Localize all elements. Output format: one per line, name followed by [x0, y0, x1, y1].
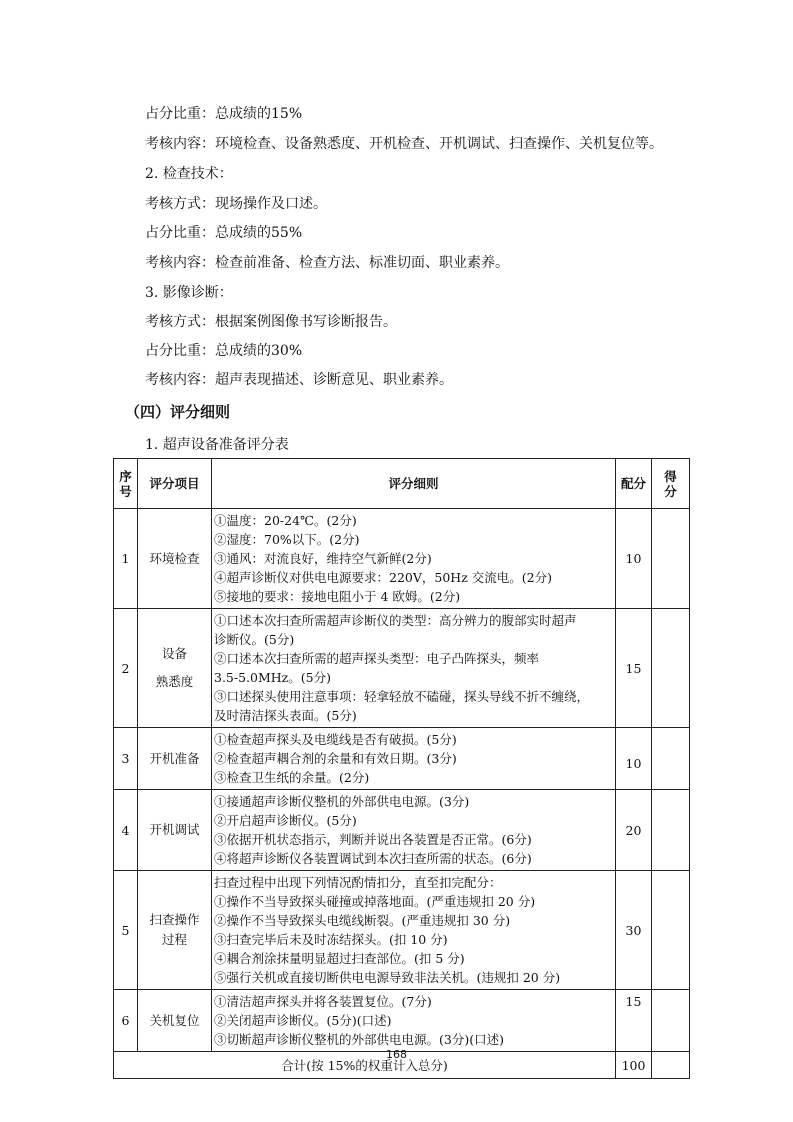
rule-line: ①口述本次扫查所需超声诊断仪的类型：高分辨力的腹部实时超声 [214, 613, 577, 628]
row-points: 15 [616, 609, 652, 728]
rule-line: ①操作不当导致探头碰撞或掉落地面。(严重违规扣 20 分) [214, 894, 536, 909]
rule-line: ②开启超声诊断仪。(5分) [214, 813, 357, 828]
row-rules [212, 609, 616, 728]
rule-line: ①清洁超声探头并将各装置复位。(7分) [214, 994, 432, 1009]
row-item [138, 790, 212, 871]
text-line: 考核内容：检查前准备、检查方法、标准切面、职业素养。 [145, 255, 509, 271]
table-caption: 1. 超声设备准备评分表 [145, 437, 289, 453]
rule-line: ⑤接地的要求：接地电阻小于 4 欧姆。(2分) [214, 589, 461, 604]
rule-line: ③扫查完毕后未及时冻结探头。(扣 10 分) [214, 932, 448, 947]
rule-line: ③口述探头使用注意事项：轻拿轻放不磕碰，探头导线不折不缠绕， [214, 689, 590, 704]
rule-line: 扫查过程中出现下列情况酌情扣分，直至扣完配分： [214, 875, 502, 890]
row-no: 4 [114, 790, 138, 871]
row-no: 5 [114, 871, 138, 990]
rule-line: ①温度：20-24℃。(2分) [214, 513, 357, 528]
rule-line: ③依据开机状态指示，判断并说出各装置是否正常。(6分) [214, 832, 532, 847]
rule-line: 诊断仪。(5分) [214, 632, 295, 647]
rule-line: ④耦合剂涂抹量明显超过扫查部位。(扣 5 分) [214, 951, 465, 966]
total-label: 合计(按 15%的权重计入总分) [114, 1052, 616, 1079]
rule-line: 及时清洁探头表面。(5分) [214, 708, 357, 723]
row-item [138, 990, 212, 1052]
header-item: 评分项目 [138, 459, 212, 509]
table-row [114, 609, 690, 728]
total-points: 100 [616, 1052, 652, 1079]
row-points: 20 [616, 790, 652, 871]
rule-line: ②关闭超声诊断仪。(5分)(口述) [214, 1013, 392, 1028]
table-row [114, 728, 690, 790]
rule-line: ⑤强行关机或直接切断供电电源导致非法关机。(违规扣 20 分) [214, 970, 561, 985]
row-rules [212, 871, 616, 990]
row-no: 3 [114, 728, 138, 790]
text-line: 考核内容：超声表现描述、诊断意见、职业素养。 [145, 372, 453, 388]
row-item-line: 设备 [161, 646, 187, 661]
text-line: 考核内容：环境检查、设备熟悉度、开机检查、开机调试、扫查操作、关机复位等。 [145, 136, 663, 152]
row-item-line: 开机调试 [149, 822, 200, 837]
header-score-part: 分 [664, 483, 677, 499]
table-row [114, 790, 690, 871]
row-no: 2 [114, 609, 138, 728]
table-row [114, 509, 690, 609]
row-item [138, 728, 212, 790]
row-rules [212, 509, 616, 609]
row-rules [212, 728, 616, 790]
row-item [138, 609, 212, 728]
rule-line: ③通风：对流良好，维持空气新鲜(2分) [214, 551, 432, 566]
header-rules: 评分细则 [212, 459, 616, 509]
rule-line: ②口述本次扫查所需的超声探头类型：电子凸阵探头，频率 [214, 651, 540, 666]
row-item-line: 熟悉度 [155, 674, 194, 689]
row-no: 1 [114, 509, 138, 609]
header-no [114, 459, 138, 509]
rule-line: ③检查卫生纸的余量。(2分) [214, 770, 370, 785]
text-line: 占分比重：总成绩的15% [145, 106, 303, 122]
row-score [652, 790, 690, 871]
row-item-line: 关机复位 [149, 1012, 200, 1028]
row-item [138, 871, 212, 990]
rule-line: 3.5-5.0MHz。(5分) [214, 670, 331, 685]
text-line: 占分比重：总成绩的55% [145, 225, 303, 241]
text-line: 考核方式：根据案例图像书写诊断报告。 [145, 314, 397, 330]
rule-line: ③切断超声诊断仪整机的外部供电电源。(3分)(口述) [214, 1032, 504, 1047]
row-points: 30 [616, 871, 652, 990]
table-header-row [114, 459, 690, 509]
row-score [652, 609, 690, 728]
header-score-part: 得 [664, 468, 677, 484]
rule-line: ②检查超声耦合剂的余量和有效日期。(3分) [214, 751, 457, 766]
rule-line: ①检查超声探头及电缆线是否有破损。(5分) [214, 732, 457, 747]
rule-line: ①接通超声诊断仪整机的外部供电电源。(3分) [214, 794, 470, 809]
text-line: 考核方式：现场操作及口述。 [145, 196, 327, 212]
header-no-part: 号 [119, 483, 132, 499]
row-rules [212, 790, 616, 871]
row-score [652, 509, 690, 609]
row-score [652, 871, 690, 990]
page-number: 168 [386, 1048, 407, 1061]
rule-line: ②操作不当导致探头电缆线断裂。(严重违规扣 30 分) [214, 913, 511, 928]
row-score [652, 728, 690, 790]
row-no: 6 [114, 990, 138, 1052]
row-score [652, 990, 690, 1052]
table-row [114, 871, 690, 990]
header-score [652, 459, 690, 509]
row-points: 15 [616, 990, 652, 1052]
row-item-line: 环境检查 [149, 550, 200, 566]
row-item-line: 扫查操作 [149, 912, 200, 927]
rule-line: ②湿度：70%以下。(2分) [214, 532, 360, 547]
header-points: 配分 [616, 459, 652, 509]
row-item-line: 过程 [161, 932, 187, 947]
row-item [138, 509, 212, 609]
header-no-part: 序 [119, 468, 132, 484]
section-heading: （四）评分细则 [125, 403, 231, 421]
row-rules [212, 990, 616, 1052]
subheading-line: 2. 检查技术： [145, 166, 233, 182]
text-line: 占分比重：总成绩的30% [145, 343, 303, 359]
row-points: 10 [616, 728, 652, 790]
rule-line: ④超声诊断仪对供电电源要求：220V，50Hz 交流电。(2分) [214, 570, 552, 585]
table-row [114, 990, 690, 1052]
rule-line: ④将超声诊断仪各装置调试到本次扫查所需的状态。(6分) [214, 851, 532, 866]
scoring-table [113, 458, 690, 1079]
subheading-line: 3. 影像诊断： [145, 285, 233, 301]
row-points: 10 [616, 509, 652, 609]
row-item-line: 开机准备 [149, 750, 200, 766]
